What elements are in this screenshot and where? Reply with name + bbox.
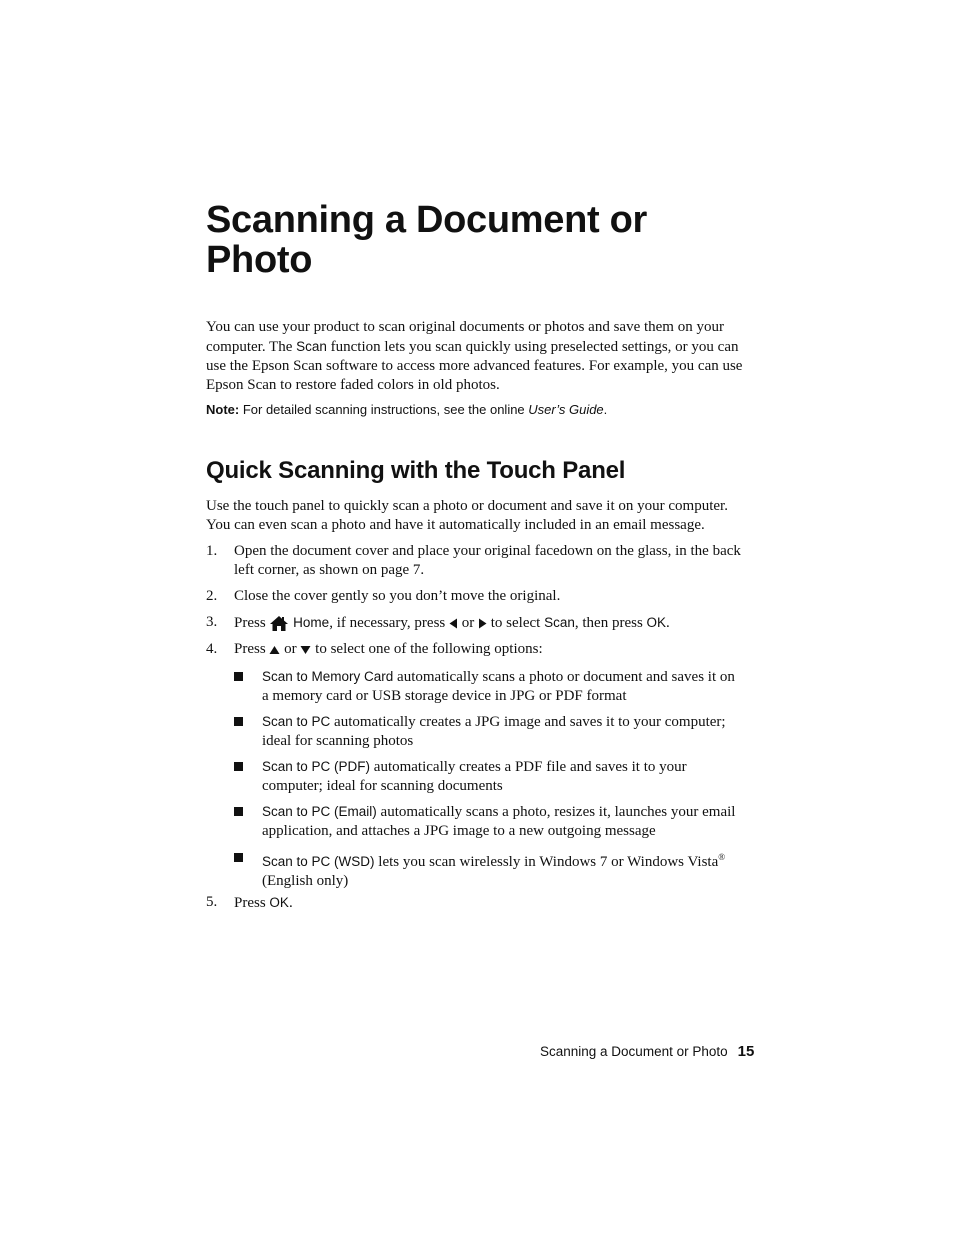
up-arrow-icon xyxy=(269,645,280,655)
step-text xyxy=(234,893,754,913)
option-line xyxy=(262,802,752,822)
home-icon xyxy=(269,615,289,632)
option-line xyxy=(262,848,752,872)
step-text xyxy=(234,640,754,659)
step-text xyxy=(234,587,754,606)
page-footer xyxy=(540,1043,754,1060)
step-text-part: to select xyxy=(487,615,545,631)
step-number: 4. xyxy=(206,641,218,657)
page-title-line-1: Scanning a Document or xyxy=(206,199,648,241)
option-scan-to-pc-email xyxy=(234,802,749,842)
option-line xyxy=(262,667,752,687)
step-line: left corner, as shown on page 7. xyxy=(234,562,425,578)
step-text-part: Press xyxy=(234,615,270,631)
note-end: . xyxy=(603,402,608,417)
option-line xyxy=(262,712,752,732)
option-line: application, and attaches a JPG image to a new outgoing message xyxy=(262,823,656,839)
home-button-label: Home xyxy=(293,615,330,630)
step-number: 1. xyxy=(206,543,218,559)
ok-button-label: OK xyxy=(269,895,289,910)
option-scan-to-memory-card xyxy=(234,667,749,707)
option-description: automatically creates a PDF file and saves it to your xyxy=(370,759,687,775)
footer-label: Scanning a Document or Photo xyxy=(540,1044,728,1059)
section-intro-line: You can even scan a photo and have it automatically included in an email message. xyxy=(206,517,705,533)
step-line xyxy=(234,893,754,913)
option-scan-to-pc-pdf xyxy=(234,757,749,797)
step-1 xyxy=(206,542,751,582)
section-intro xyxy=(206,497,751,535)
step-text-part: . xyxy=(288,895,293,911)
option-name: Scan to PC (WSD) xyxy=(262,854,375,869)
scan-function-name: Scan xyxy=(296,339,327,354)
intro-line: Epson Scan to restore faded colors in old photos. xyxy=(206,377,500,393)
option-description: lets you scan wirelessly in Windows 7 or Windows Vista xyxy=(374,854,719,870)
step-number: 5. xyxy=(206,894,218,910)
option-description: automatically scans a photo or document and saves it on xyxy=(393,669,735,685)
option-name: Scan to PC xyxy=(262,714,331,729)
step-text-part: , if necessary, press xyxy=(329,615,450,631)
step-text-part: or xyxy=(280,641,301,657)
note xyxy=(206,401,751,419)
step-4 xyxy=(206,640,751,660)
step-text xyxy=(234,613,754,633)
option-name: Scan to Memory Card xyxy=(262,669,394,684)
note-text: For detailed scanning instructions, see the online xyxy=(239,402,529,417)
registered-mark: ® xyxy=(718,852,726,862)
option-line: ideal for scanning photos xyxy=(262,733,414,749)
step-text-part: . xyxy=(666,615,670,631)
step-text-part: , then press xyxy=(574,615,647,631)
option-line xyxy=(262,757,752,777)
ok-button-label: OK xyxy=(646,615,667,630)
option-name: Scan to PC (Email) xyxy=(262,804,377,819)
page-number: 15 xyxy=(737,1043,755,1060)
section-heading: Quick Scanning with the Touch Panel xyxy=(206,457,626,484)
section-intro-line: Use the touch panel to quickly scan a photo or document and save it on your computer. xyxy=(206,498,728,514)
option-text xyxy=(262,802,752,841)
page-title-line-2: Photo xyxy=(206,239,313,281)
option-description: automatically scans a photo, resizes it, launches your email xyxy=(376,804,736,820)
step-line: Open the document cover and place your original facedown on the glass, in the back xyxy=(234,543,741,559)
page-title xyxy=(206,200,766,280)
intro-line: You can use your product to scan original documents or photos and save them on your xyxy=(206,319,724,335)
square-bullet-icon xyxy=(234,672,243,681)
option-line: computer; ideal for scanning documents xyxy=(262,778,503,794)
intro-text: computer. The xyxy=(206,339,297,355)
intro-line: use the Epson Scan software to access more advanced features. For example, you can use xyxy=(206,358,743,374)
intro-paragraph xyxy=(206,318,751,395)
step-text-part: to select one of the following options: xyxy=(311,641,543,657)
option-scan-to-pc-wsd xyxy=(234,848,749,888)
option-scan-to-pc xyxy=(234,712,749,752)
step-text-part: or xyxy=(458,615,479,631)
users-guide-reference: User’s Guide xyxy=(528,402,604,417)
option-line: (English only) xyxy=(262,873,349,889)
step-2 xyxy=(206,587,751,607)
square-bullet-icon xyxy=(234,762,243,771)
scan-option-label: Scan xyxy=(544,615,575,630)
right-arrow-icon xyxy=(478,618,487,629)
option-text xyxy=(262,712,752,751)
step-line: Close the cover gently so you don’t move the original. xyxy=(234,588,561,604)
option-text xyxy=(262,848,752,891)
step-line xyxy=(234,640,754,659)
intro-text: function lets you scan quickly using preselected settings, or you can xyxy=(326,339,739,355)
note-label: Note: xyxy=(206,402,240,417)
option-line: a memory card or USB storage device in JPG or PDF format xyxy=(262,688,627,704)
option-text xyxy=(262,757,752,796)
intro-line xyxy=(206,337,751,357)
option-description: automatically creates a JPG image and saves it to your computer; xyxy=(330,714,726,730)
square-bullet-icon xyxy=(234,717,243,726)
square-bullet-icon xyxy=(234,853,243,862)
step-5 xyxy=(206,893,751,913)
option-text xyxy=(262,667,752,706)
option-name: Scan to PC (PDF) xyxy=(262,759,371,774)
step-line xyxy=(234,613,754,633)
step-3 xyxy=(206,613,751,635)
step-text-part: Press xyxy=(234,895,270,911)
square-bullet-icon xyxy=(234,807,243,816)
step-number: 2. xyxy=(206,588,218,604)
step-text-part: Press xyxy=(234,641,270,657)
step-number: 3. xyxy=(206,614,218,630)
down-arrow-icon xyxy=(300,645,311,655)
left-arrow-icon xyxy=(449,618,458,629)
step-text xyxy=(234,542,754,580)
